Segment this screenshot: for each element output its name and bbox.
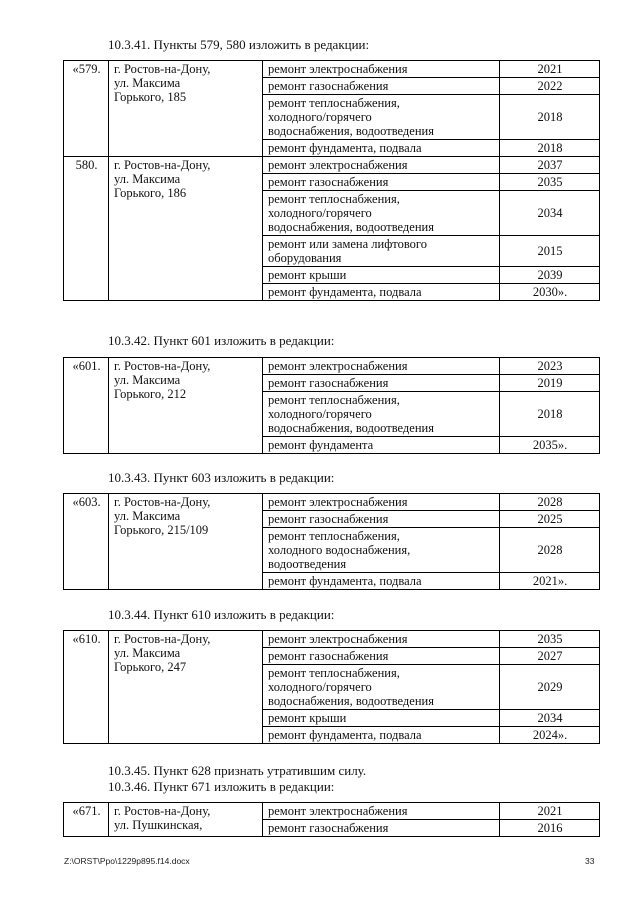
year-cell: 2023: [500, 358, 600, 375]
year-cell: 2035».: [500, 437, 600, 454]
year-cell: 2030».: [500, 284, 600, 301]
address-cell: г. Ростов-на-Дону, ул. Максима Горького, 247: [109, 631, 263, 744]
work-type-cell: ремонт теплоснабжения, холодного/горячего водоснабжения, водоотведения: [263, 665, 500, 710]
year-cell: 2021».: [500, 573, 600, 590]
address-cell: г. Ростов-на-Дону, ул. Максима Горького, 185: [109, 61, 263, 157]
year-cell: 2028: [500, 494, 600, 511]
work-type-cell: ремонт газоснабжения: [263, 375, 500, 392]
table-row: [64, 61, 600, 78]
year-cell: 2016: [500, 820, 600, 837]
work-type-cell: ремонт газоснабжения: [263, 78, 500, 95]
table-item-610: [63, 630, 600, 744]
work-type-cell: ремонт теплоснабжения, холодного/горячего водоснабжения, водоотведения: [263, 95, 500, 140]
work-type-cell: ремонт крыши: [263, 267, 500, 284]
paragraph-10-3-44: 10.3.44. Пункт 610 изложить в редакции:: [108, 607, 335, 622]
work-type-cell: ремонт фундамента, подвала: [263, 727, 500, 744]
item-number: 580.: [64, 157, 109, 301]
item-number: «603.: [64, 494, 109, 590]
year-cell: 2034: [500, 710, 600, 727]
paragraph-10-3-43: 10.3.43. Пункт 603 изложить в редакции:: [108, 470, 335, 485]
address-cell: г. Ростов-на-Дону, ул. Максима Горького, 186: [109, 157, 263, 301]
year-cell: 2019: [500, 375, 600, 392]
year-cell: 2022: [500, 78, 600, 95]
work-type-cell: ремонт электроснабжения: [263, 803, 500, 820]
work-type-cell: ремонт газоснабжения: [263, 648, 500, 665]
year-cell: 2018: [500, 95, 600, 140]
work-type-cell: ремонт теплоснабжения, холодного водоснабжения, водоотведения: [263, 528, 500, 573]
work-type-cell: ремонт электроснабжения: [263, 494, 500, 511]
year-cell: 2028: [500, 528, 600, 573]
work-type-cell: ремонт газоснабжения: [263, 511, 500, 528]
table-row: [64, 803, 600, 820]
address-cell: г. Ростов-на-Дону, ул. Максима Горького, 215/109: [109, 494, 263, 590]
work-type-cell: ремонт теплоснабжения, холодного/горячего водоснабжения, водоотведения: [263, 191, 500, 236]
year-cell: 2021: [500, 61, 600, 78]
work-type-cell: ремонт фундамента, подвала: [263, 573, 500, 590]
work-type-cell: ремонт электроснабжения: [263, 61, 500, 78]
table-item-601: [63, 357, 600, 454]
table-item-671: [63, 802, 600, 837]
year-cell: 2034: [500, 191, 600, 236]
year-cell: 2018: [500, 140, 600, 157]
table-row: [64, 494, 600, 511]
table-item-603: [63, 493, 600, 590]
paragraph-10-3-42: 10.3.42. Пункт 601 изложить в редакции:: [108, 333, 335, 348]
year-cell: 2027: [500, 648, 600, 665]
table-row: [64, 358, 600, 375]
item-number: «601.: [64, 358, 109, 454]
item-number: «671.: [64, 803, 109, 837]
work-type-cell: ремонт теплоснабжения, холодного/горячего водоснабжения, водоотведения: [263, 392, 500, 437]
year-cell: 2024».: [500, 727, 600, 744]
page-number: 33: [585, 856, 595, 866]
table-row: [64, 631, 600, 648]
year-cell: 2018: [500, 392, 600, 437]
paragraph-10-3-41: 10.3.41. Пункты 579, 580 изложить в редакции:: [108, 37, 370, 52]
year-cell: 2015: [500, 236, 600, 267]
year-cell: 2025: [500, 511, 600, 528]
item-number: «610.: [64, 631, 109, 744]
year-cell: 2035: [500, 174, 600, 191]
year-cell: 2039: [500, 267, 600, 284]
paragraph-10-3-45: 10.3.45. Пункт 628 признать утратившим силу.: [108, 763, 367, 778]
address-cell: г. Ростов-на-Дону, ул. Пушкинская,: [109, 803, 263, 837]
year-cell: 2037: [500, 157, 600, 174]
table-row: [64, 157, 600, 174]
work-type-cell: ремонт крыши: [263, 710, 500, 727]
item-number: «579.: [64, 61, 109, 157]
table-items-579-580: [63, 60, 600, 301]
work-type-cell: ремонт электроснабжения: [263, 358, 500, 375]
work-type-cell: ремонт фундамента, подвала: [263, 284, 500, 301]
work-type-cell: ремонт или замена лифтового оборудования: [263, 236, 500, 267]
work-type-cell: ремонт электроснабжения: [263, 631, 500, 648]
year-cell: 2029: [500, 665, 600, 710]
paragraph-10-3-46: 10.3.46. Пункт 671 изложить в редакции:: [108, 779, 335, 794]
work-type-cell: ремонт электроснабжения: [263, 157, 500, 174]
footer-file-path: Z:\ORST\Ppo\1229p895.f14.docx: [64, 856, 190, 866]
work-type-cell: ремонт газоснабжения: [263, 174, 500, 191]
work-type-cell: ремонт газоснабжения: [263, 820, 500, 837]
year-cell: 2021: [500, 803, 600, 820]
work-type-cell: ремонт фундамента: [263, 437, 500, 454]
work-type-cell: ремонт фундамента, подвала: [263, 140, 500, 157]
year-cell: 2035: [500, 631, 600, 648]
address-cell: г. Ростов-на-Дону, ул. Максима Горького, 212: [109, 358, 263, 454]
